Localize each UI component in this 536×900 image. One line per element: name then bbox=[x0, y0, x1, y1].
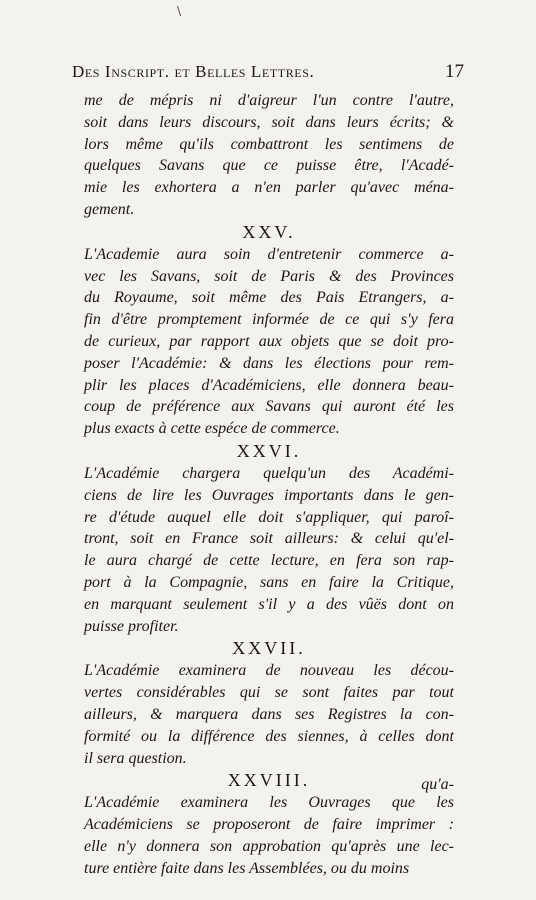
page-number: 17 bbox=[445, 61, 464, 82]
text-line: L'Académie examinera les Ouvrages que les bbox=[84, 794, 454, 812]
article-heading: XXV. bbox=[242, 221, 296, 242]
text-line: Académiciens se proposeront de faire imprimer : bbox=[84, 816, 454, 834]
text-line: port à la Compagnie, sans en faire la Critique, bbox=[84, 573, 454, 591]
text-line: ciens de lire les Ouvrages importants dans le gen- bbox=[84, 486, 454, 504]
text-line: puisse profiter. bbox=[84, 617, 179, 635]
text-line: me de mépris ni d'aigreur l'un contre l'autre, bbox=[84, 92, 454, 109]
page-body bbox=[84, 90, 454, 880]
running-head: Des Inscript. et Belles Lettres. bbox=[72, 62, 315, 81]
text-line: ture entière faite dans les Assemblées, ou du moins bbox=[84, 859, 410, 877]
article-heading: XXVIII. bbox=[227, 770, 311, 791]
article-heading: XXVII. bbox=[232, 638, 306, 659]
text-line: re d'étude auquel elle doit s'appliquer, qui paroî- bbox=[84, 508, 454, 526]
catchword: qu'a- bbox=[421, 776, 454, 793]
text-line: L'Académie chargera quelqu'un des Académi- bbox=[84, 464, 454, 482]
text-line: L'Academie aura soin d'entretenir commerce a- bbox=[84, 245, 454, 263]
text-line: gement. bbox=[84, 200, 135, 218]
text-line: poser l'Académie: & dans les élections pour rem- bbox=[84, 354, 454, 372]
text-line: ailleurs, & marquera dans ses Registres la con- bbox=[84, 705, 454, 723]
text-line: de curieux, par rapport aux objets que se doit pro- bbox=[84, 332, 454, 350]
text-line: L'Académie examinera de nouveau les décou- bbox=[84, 662, 454, 680]
text-line: le aura chargé de cette lecture, en fera son rap- bbox=[84, 552, 454, 570]
page-header bbox=[72, 62, 464, 86]
text-line: fin d'être promptement informée de ce qui s'y fera bbox=[84, 311, 454, 329]
text-line: coup de préférence aux Savans qui auront été les bbox=[84, 398, 454, 416]
text-line: en marquant seulement s'il y a des vûës dont on bbox=[84, 595, 454, 613]
text-line: mie les exhortera a n'en parler qu'avec ména- bbox=[84, 179, 454, 197]
text-line: soit dans leurs discours, soit dans leurs écrits; & bbox=[84, 113, 454, 131]
article-heading: XXVI. bbox=[236, 440, 302, 461]
text-line: formité ou la différence des siennes, à celles dont bbox=[84, 727, 454, 745]
text-line: il sera question. bbox=[84, 749, 187, 767]
text-line: plir les places d'Académiciens, elle donnera beau- bbox=[84, 376, 454, 394]
text-line: lors même qu'ils combattront les sentimens de bbox=[84, 135, 454, 153]
stray-ink-mark: \ bbox=[177, 4, 182, 18]
text-line: plus exacts à cette espéce de commerce. bbox=[84, 420, 340, 438]
text-line: elle n'y donnera son approbation qu'après une lec- bbox=[84, 837, 454, 855]
text-line: vec les Savans, soit de Paris & des Provinces bbox=[84, 267, 454, 285]
text-line: du Royaume, soit même des Pais Etrangers, a- bbox=[84, 289, 454, 307]
text-line: quelques Savans que ce puisse être, l'Acadé- bbox=[84, 157, 454, 175]
text-line: tront, soit en France soit ailleurs: & celui qu'el- bbox=[84, 530, 454, 548]
text-line: vertes considérables qui se sont faites par tout bbox=[84, 684, 454, 702]
